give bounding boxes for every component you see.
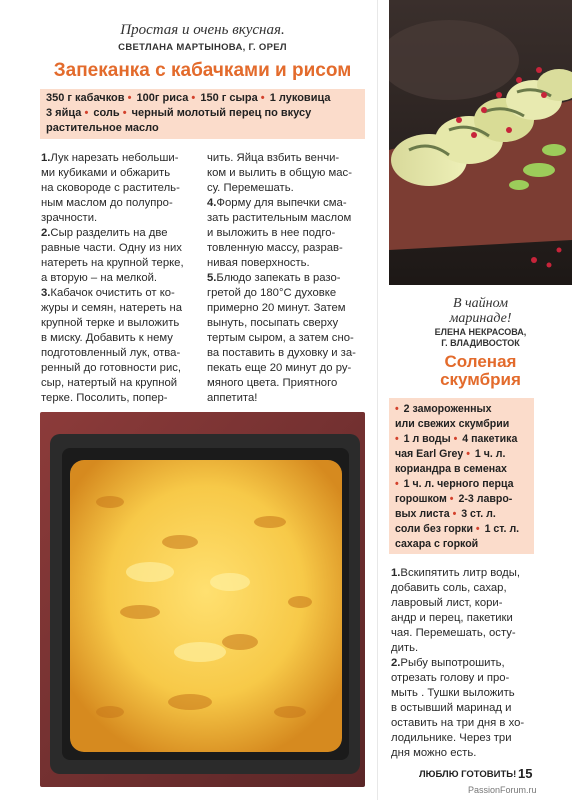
ingredient-line: • 2 замороженных (395, 403, 492, 415)
step-line (207, 271, 367, 286)
step-line (41, 196, 203, 211)
step-line (207, 196, 367, 211)
left-recipe-author: СВЕТЛАНА МАРТЫНОВА, Г. ОРЕЛ (118, 42, 287, 53)
step-line (207, 226, 367, 241)
step-text: ми кубиками и обжарить (41, 167, 171, 179)
bullet-icon: • (452, 508, 457, 520)
step-line (41, 181, 203, 196)
right-title-line: скумбрия (440, 370, 521, 389)
step-line (207, 166, 367, 181)
right-author-line: Г. ВЛАДИВОСТОК (441, 338, 520, 348)
step-text: Лук нарезать небольши- (50, 152, 179, 164)
step-text: ком и вылить в общую мас- (207, 167, 352, 179)
step-text: подготовленный лук, отва- (41, 347, 181, 359)
step-text: аппетита! (207, 392, 258, 404)
step-line (41, 301, 203, 316)
step-text: дить. (391, 642, 419, 654)
step-text: терке. Посолить, попер- (41, 392, 168, 404)
right-recipe-title (389, 353, 572, 389)
ingredient-line: растительное масло (46, 122, 159, 134)
ingredient-line: 3 яйца • соль • черный молотый перец по вкусу (46, 107, 312, 119)
step-text: Вскипятить литр воды, (400, 567, 521, 579)
step-text: на сковороде с раститель- (41, 182, 180, 194)
step-line (207, 361, 367, 376)
step-number: 2. (41, 227, 51, 239)
step-number: 4. (207, 197, 217, 209)
step-line (207, 241, 367, 256)
step-line (41, 241, 203, 256)
step-text: зать растительным маслом (207, 212, 352, 224)
right-recipe-author (389, 327, 572, 349)
step-text: дня можно есть. (391, 747, 477, 759)
step-line (41, 211, 203, 226)
step-text: сыр, натертый на крупной (41, 377, 178, 389)
right-recipe-tagline (389, 296, 572, 326)
step-line (391, 746, 569, 761)
ingredient-line: вых листа • 3 ст. л. (395, 508, 496, 520)
bullet-icon: • (84, 107, 89, 119)
step-text: в остывший маринад и (391, 702, 512, 714)
step-text: Форму для выпечки сма- (216, 197, 347, 209)
bullet-icon: • (260, 92, 265, 104)
step-line (391, 671, 569, 686)
step-line (207, 286, 367, 301)
step-line (41, 316, 203, 331)
step-text: пекать еще 20 минут до ру- (207, 362, 352, 374)
step-line (207, 256, 367, 271)
page-number: 15 (518, 766, 533, 781)
step-text: андр и перец, пакетики (391, 612, 513, 624)
bullet-icon: • (122, 107, 127, 119)
bullet-icon: • (395, 478, 399, 490)
step-number: 5. (207, 272, 217, 284)
magazine-footer-title: ЛЮБЛЮ ГОТОВИТЬ! (419, 769, 517, 780)
step-text: ным маслом до полупро- (41, 197, 173, 209)
bullet-icon: • (466, 448, 470, 460)
ingredient-line: горошком • 2-3 лавро- (395, 493, 513, 505)
step-text: ва поставить в духовку и за- (207, 347, 356, 359)
step-number: 3. (41, 287, 51, 299)
step-text: отрезать голову и про- (391, 672, 510, 684)
step-line (391, 566, 569, 581)
step-text: добавить соль, сахар, (391, 582, 507, 594)
step-line (207, 376, 367, 391)
right-ingredients-box (389, 398, 534, 554)
step-line (41, 256, 203, 271)
step-line (41, 271, 203, 286)
step-line (391, 626, 569, 641)
right-steps-column (391, 566, 569, 761)
step-text: тертым сыром, а затем сно- (207, 332, 354, 344)
step-line (41, 391, 203, 406)
right-title-line: Соленая (444, 352, 517, 371)
step-line (41, 286, 203, 301)
step-text: мяного цвета. Приятного (207, 377, 338, 389)
step-line (207, 301, 367, 316)
step-text: а вторую – на мелкой. (41, 272, 158, 284)
bullet-icon: • (475, 523, 480, 535)
bullet-icon: • (395, 403, 399, 415)
step-line (41, 376, 203, 391)
step-text: нивая поверхность. (207, 257, 310, 269)
column-divider (377, 0, 378, 800)
step-text: лавровый лист, кори- (391, 597, 503, 609)
step-number: 2. (391, 657, 401, 669)
step-line (207, 181, 367, 196)
step-text: Блюдо запекать в разо- (216, 272, 341, 284)
step-line (41, 166, 203, 181)
ingredient-line: 350 г кабачков • 100г риса • 150 г сыра • 1 луковица (46, 92, 331, 104)
left-recipe-title: Запеканка с кабачками и рисом (53, 60, 352, 81)
site-watermark: PassionForum.ru (468, 785, 537, 795)
step-text: в миску. Добавить к нему (41, 332, 173, 344)
step-line (207, 211, 367, 226)
left-recipe-tagline: Простая и очень вкусная. (120, 22, 285, 38)
step-number: 1. (391, 567, 401, 579)
step-text: Сыр разделить на две (50, 227, 168, 239)
bullet-icon: • (453, 433, 458, 445)
casserole-photo (40, 412, 365, 787)
step-text: и выложить в нее подго- (207, 227, 336, 239)
step-number: 1. (41, 152, 51, 164)
step-text: ренный до готовности рис, (41, 362, 182, 374)
ingredient-line: сахара с горкой (395, 538, 479, 550)
step-text: вынуть, посыпать сверху (207, 317, 339, 329)
step-line (391, 641, 569, 656)
step-line (207, 316, 367, 331)
step-text: товленную массу, разрав- (207, 242, 343, 254)
step-line (391, 716, 569, 731)
step-line (41, 361, 203, 376)
step-text: гретой до 180°С духовке (207, 287, 337, 299)
left-steps-column-2 (207, 151, 367, 406)
step-text: чая. Перемешать, осту- (391, 627, 516, 639)
step-text: лодильнике. Через три (391, 732, 512, 744)
step-line (207, 151, 367, 166)
step-text: примерно 20 минут. Затем (207, 302, 346, 314)
step-text: мыть . Тушки выложить (391, 687, 515, 699)
right-author-line: ЕЛЕНА НЕКРАСОВА, (434, 327, 527, 337)
step-line (41, 346, 203, 361)
step-text: оставить на три дня в хо- (391, 717, 525, 729)
step-text: равные части. Одну из них (41, 242, 182, 254)
ingredient-line: • 1 л воды • 4 пакетика (395, 433, 518, 445)
step-line (391, 701, 569, 716)
step-line (391, 611, 569, 626)
left-steps-column-1 (41, 151, 203, 406)
ingredient-line: кориандра в семенах (395, 463, 507, 475)
step-line (207, 391, 367, 406)
bullet-icon: • (395, 433, 399, 445)
ingredient-line: • 1 ч. л. черного перца (395, 478, 514, 490)
bullet-icon: • (191, 92, 196, 104)
ingredient-line: или свежих скумбрии (395, 418, 510, 430)
step-text: натереть на крупной терке, (41, 257, 184, 269)
ingredient-line: соли без горки • 1 ст. л. (395, 523, 520, 535)
step-line (207, 331, 367, 346)
step-text: Рыбу выпотрошить, (400, 657, 505, 669)
step-text: зрачности. (41, 212, 98, 224)
step-text: журы и семян, натереть на (41, 302, 183, 314)
left-ingredients-box (40, 89, 365, 139)
mackerel-photo (389, 0, 572, 285)
step-line (391, 731, 569, 746)
bullet-icon: • (127, 92, 132, 104)
step-line (41, 331, 203, 346)
step-line (391, 581, 569, 596)
step-text: крупной терке и выложить (41, 317, 180, 329)
step-text: чить. Яйца взбить венчи- (207, 152, 340, 164)
step-line (41, 226, 203, 241)
bullet-icon: • (449, 493, 454, 505)
step-line (391, 686, 569, 701)
step-text: су. Перемешать. (207, 182, 294, 194)
right-tagline-line: В чайном (452, 296, 509, 311)
step-text: Кабачок очистить от ко- (50, 287, 175, 299)
step-line (207, 346, 367, 361)
step-line (391, 656, 569, 671)
ingredient-line: чая Earl Grey • 1 ч. л. (395, 448, 506, 460)
right-tagline-line: маринаде! (449, 311, 512, 326)
step-line (41, 151, 203, 166)
step-line (391, 596, 569, 611)
